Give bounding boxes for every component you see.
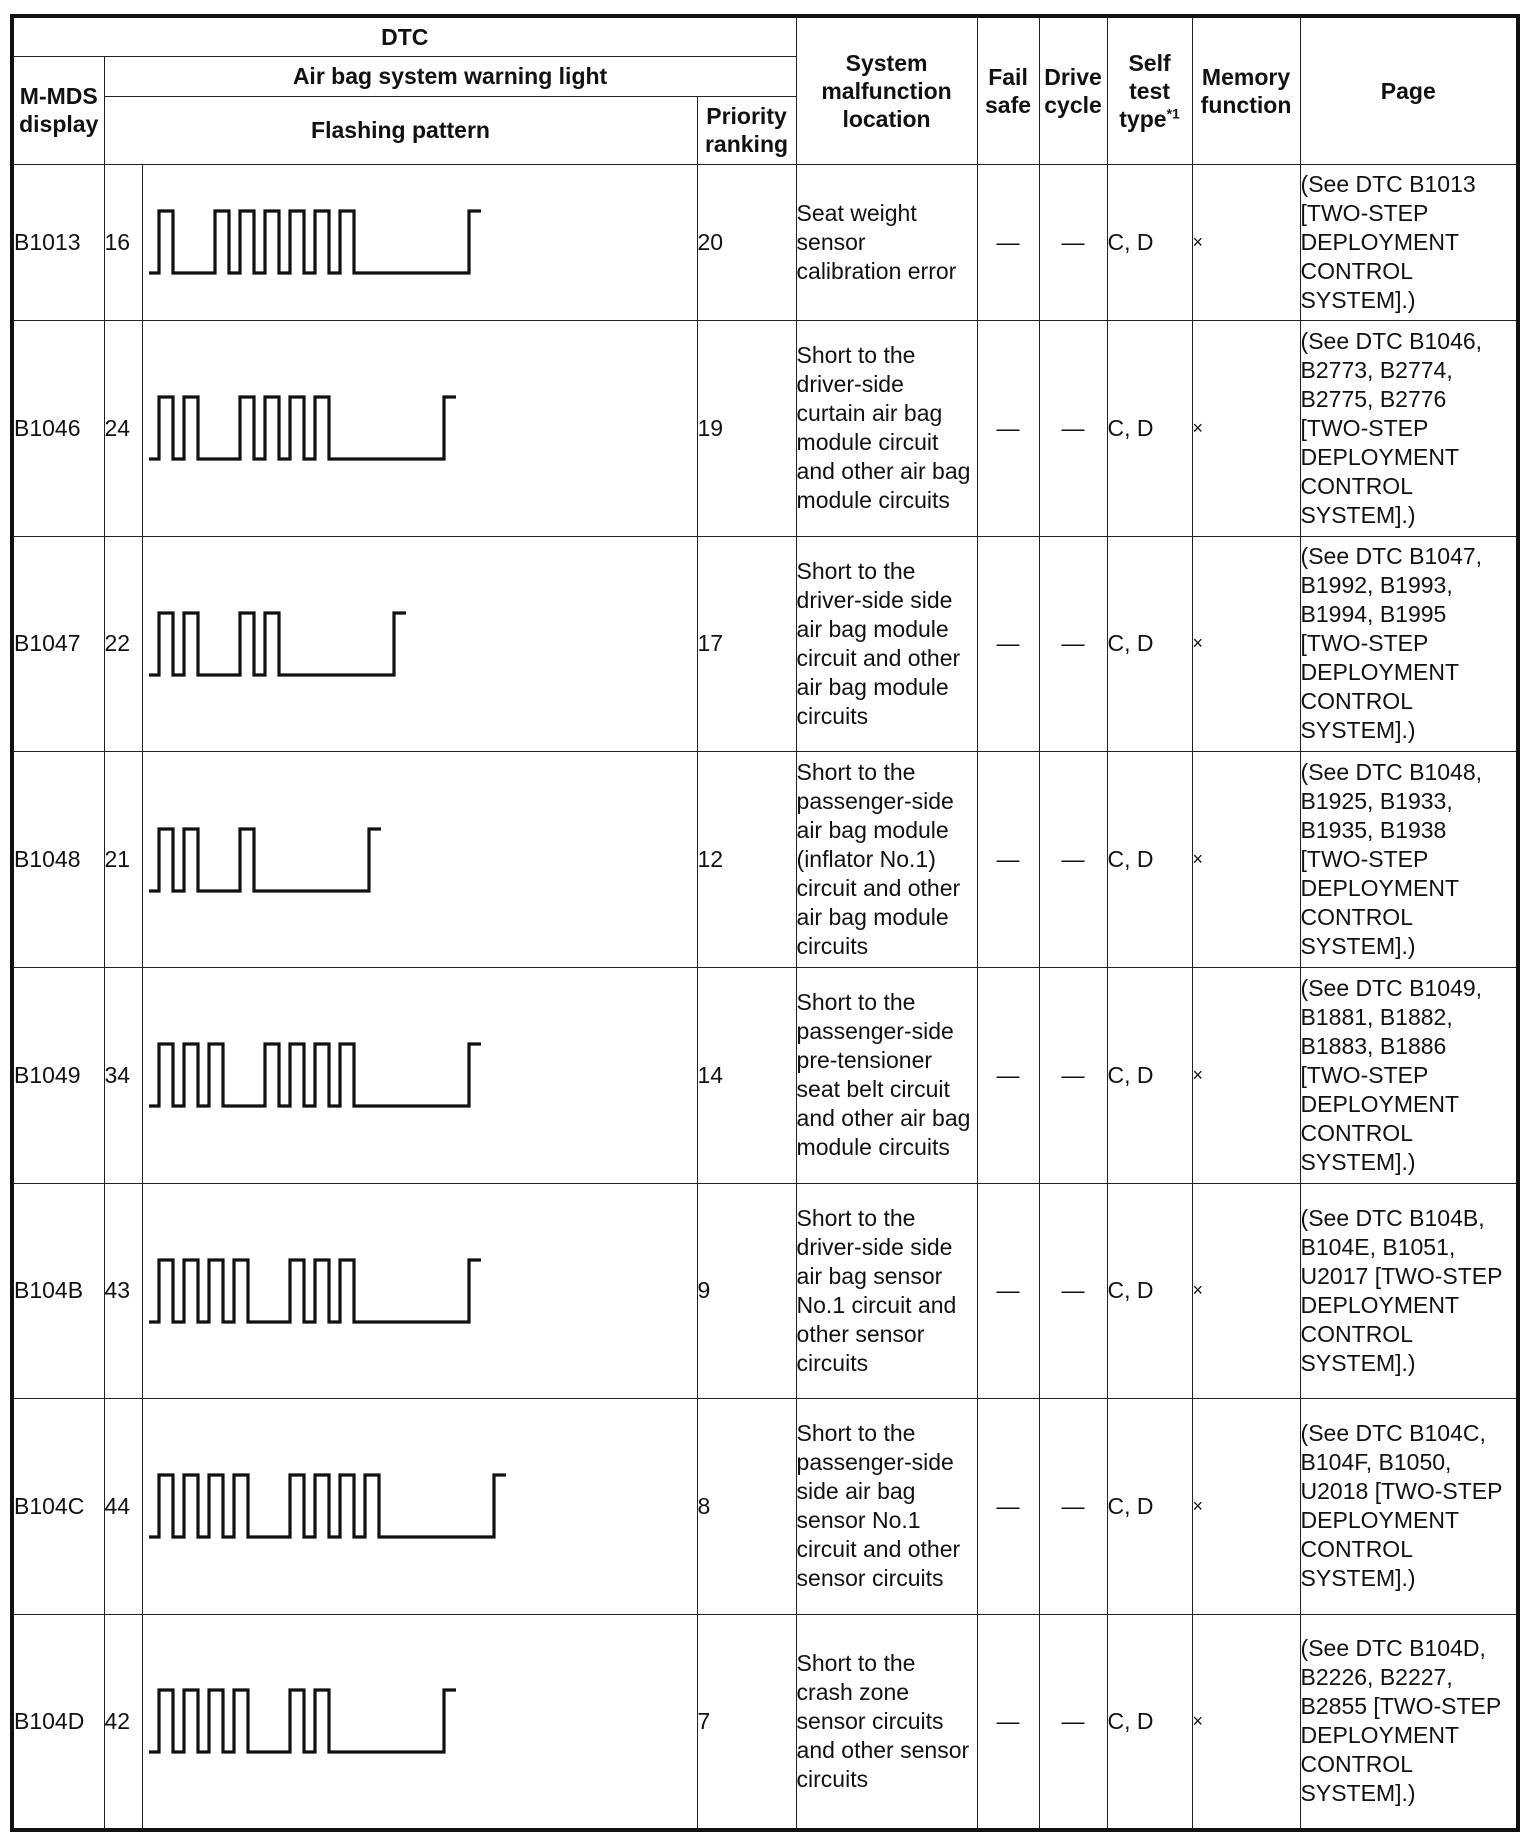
table-row <box>12 1183 1518 1399</box>
priority-ranking: 19 <box>697 320 796 536</box>
header-memory: Memory function <box>1192 16 1300 164</box>
header-self-test-label: Self test type <box>1119 49 1171 132</box>
flash-pulse-trace <box>149 1690 456 1752</box>
malfunction-location: Short to the passenger-side air bag module (inflator No.1) circuit and other air bag module circuits <box>796 752 977 968</box>
fail-safe: — <box>977 320 1039 536</box>
flash-waveform <box>143 1401 696 1611</box>
table-row <box>12 536 1518 752</box>
flashing-pattern <box>142 752 697 968</box>
header-page: Page <box>1300 16 1518 164</box>
flashing-pattern <box>142 1399 697 1615</box>
self-test-type: C, D <box>1107 1399 1192 1615</box>
flash-count: 21 <box>104 752 142 968</box>
flash-pulse-trace <box>149 1044 481 1106</box>
priority-ranking: 17 <box>697 536 796 752</box>
fail-safe: — <box>977 967 1039 1183</box>
self-test-type: C, D <box>1107 1614 1192 1830</box>
flash-waveform <box>143 755 696 965</box>
table-row <box>12 1399 1518 1615</box>
priority-ranking: 8 <box>697 1399 796 1615</box>
malfunction-location: Short to the passenger-side pre-tensioner seat belt circuit and other air bag module circuits <box>796 967 977 1183</box>
page-reference: (See DTC B1046, B2773, B2774, B2775, B2776 [TWO-STEP DEPLOYMENT CONTROL SYSTEM].) <box>1300 320 1518 536</box>
dtc-code: B1046 <box>12 320 104 536</box>
table-row <box>12 752 1518 968</box>
flashing-pattern <box>142 1614 697 1830</box>
dtc-code: B1047 <box>12 536 104 752</box>
flash-count: 42 <box>104 1614 142 1830</box>
drive-cycle: — <box>1039 164 1107 320</box>
flash-waveform <box>143 539 696 749</box>
drive-cycle: — <box>1039 320 1107 536</box>
page-reference: (See DTC B104C, B104F, B1050, U2018 [TWO-STEP DEPLOYMENT CONTROL SYSTEM].) <box>1300 1399 1518 1615</box>
drive-cycle: — <box>1039 752 1107 968</box>
table-row <box>12 967 1518 1183</box>
flashing-pattern <box>142 164 697 320</box>
page-reference: (See DTC B1048, B1925, B1933, B1935, B1938 [TWO-STEP DEPLOYMENT CONTROL SYSTEM].) <box>1300 752 1518 968</box>
priority-ranking: 20 <box>697 164 796 320</box>
flash-pulse-trace <box>149 613 406 675</box>
memory-function: × <box>1192 1614 1300 1830</box>
header-warning-light: Air bag system warning light <box>104 56 796 96</box>
memory-function: × <box>1192 752 1300 968</box>
header-flashing-pattern: Flashing pattern <box>104 96 697 164</box>
priority-ranking: 7 <box>697 1614 796 1830</box>
page-reference: (See DTC B104D, B2226, B2227, B2855 [TWO-STEP DEPLOYMENT CONTROL SYSTEM].) <box>1300 1614 1518 1830</box>
fail-safe: — <box>977 536 1039 752</box>
table-row <box>12 164 1518 320</box>
self-test-type: C, D <box>1107 536 1192 752</box>
malfunction-location: Short to the driver-side curtain air bag module circuit and other air bag module circuits <box>796 320 977 536</box>
dtc-code: B104B <box>12 1183 104 1399</box>
memory-function: × <box>1192 967 1300 1183</box>
dtc-code: B1049 <box>12 967 104 1183</box>
header-drive-cycle: Drive cycle <box>1039 16 1107 164</box>
dtc-table <box>10 14 1520 1832</box>
drive-cycle: — <box>1039 536 1107 752</box>
flashing-pattern <box>142 967 697 1183</box>
flash-waveform <box>143 1616 696 1826</box>
fail-safe: — <box>977 1614 1039 1830</box>
memory-function: × <box>1192 164 1300 320</box>
flash-count: 44 <box>104 1399 142 1615</box>
header-self-test-note: *1 <box>1166 105 1180 122</box>
memory-function: × <box>1192 320 1300 536</box>
self-test-type: C, D <box>1107 1183 1192 1399</box>
flash-waveform <box>143 167 696 317</box>
drive-cycle: — <box>1039 1183 1107 1399</box>
priority-ranking: 9 <box>697 1183 796 1399</box>
drive-cycle: — <box>1039 1399 1107 1615</box>
priority-ranking: 14 <box>697 967 796 1183</box>
dtc-code: B1013 <box>12 164 104 320</box>
page-reference: (See DTC B1013 [TWO-STEP DEPLOYMENT CONTROL SYSTEM].) <box>1300 164 1518 320</box>
drive-cycle: — <box>1039 967 1107 1183</box>
flash-count: 24 <box>104 320 142 536</box>
memory-function: × <box>1192 1399 1300 1615</box>
self-test-type: C, D <box>1107 164 1192 320</box>
flash-pulse-trace <box>149 1260 481 1322</box>
flash-count: 34 <box>104 967 142 1183</box>
dtc-code: B1048 <box>12 752 104 968</box>
flash-waveform <box>143 970 696 1180</box>
header-dtc: DTC <box>12 16 796 56</box>
malfunction-location: Short to the driver-side side air bag sensor No.1 circuit and other sensor circuits <box>796 1183 977 1399</box>
flash-pulse-trace <box>149 829 381 891</box>
flash-pulse-trace <box>149 1475 506 1537</box>
self-test-type: C, D <box>1107 967 1192 1183</box>
malfunction-location: Short to the crash zone sensor circuits and other sensor circuits <box>796 1614 977 1830</box>
header-priority: Priority ranking <box>697 96 796 164</box>
self-test-type: C, D <box>1107 320 1192 536</box>
dtc-code: B104C <box>12 1399 104 1615</box>
table-row <box>12 320 1518 536</box>
table-row <box>12 1614 1518 1830</box>
header-mmds: M-MDS display <box>12 56 104 164</box>
fail-safe: — <box>977 752 1039 968</box>
page-reference: (See DTC B104B, B104E, B1051, U2017 [TWO-STEP DEPLOYMENT CONTROL SYSTEM].) <box>1300 1183 1518 1399</box>
memory-function: × <box>1192 536 1300 752</box>
header-fail-safe: Fail safe <box>977 16 1039 164</box>
flash-waveform <box>143 323 696 533</box>
header-self-test <box>1107 16 1192 164</box>
flash-count: 43 <box>104 1183 142 1399</box>
page-reference: (See DTC B1049, B1881, B1882, B1883, B1886 [TWO-STEP DEPLOYMENT CONTROL SYSTEM].) <box>1300 967 1518 1183</box>
header-location: System malfunction location <box>796 16 977 164</box>
page-reference: (See DTC B1047, B1992, B1993, B1994, B1995 [TWO-STEP DEPLOYMENT CONTROL SYSTEM].) <box>1300 536 1518 752</box>
flashing-pattern <box>142 320 697 536</box>
flash-count: 16 <box>104 164 142 320</box>
flash-count: 22 <box>104 536 142 752</box>
fail-safe: — <box>977 164 1039 320</box>
malfunction-location: Short to the driver-side side air bag module circuit and other air bag module circuits <box>796 536 977 752</box>
fail-safe: — <box>977 1183 1039 1399</box>
flash-pulse-trace <box>149 211 481 273</box>
fail-safe: — <box>977 1399 1039 1615</box>
flashing-pattern <box>142 536 697 752</box>
flash-waveform <box>143 1186 696 1396</box>
drive-cycle: — <box>1039 1614 1107 1830</box>
malfunction-location: Short to the passenger-side side air bag sensor No.1 circuit and other sensor circuits <box>796 1399 977 1615</box>
memory-function: × <box>1192 1183 1300 1399</box>
flash-pulse-trace <box>149 397 456 459</box>
dtc-code: B104D <box>12 1614 104 1830</box>
malfunction-location: Seat weight sensor calibration error <box>796 164 977 320</box>
flashing-pattern <box>142 1183 697 1399</box>
priority-ranking: 12 <box>697 752 796 968</box>
self-test-type: C, D <box>1107 752 1192 968</box>
